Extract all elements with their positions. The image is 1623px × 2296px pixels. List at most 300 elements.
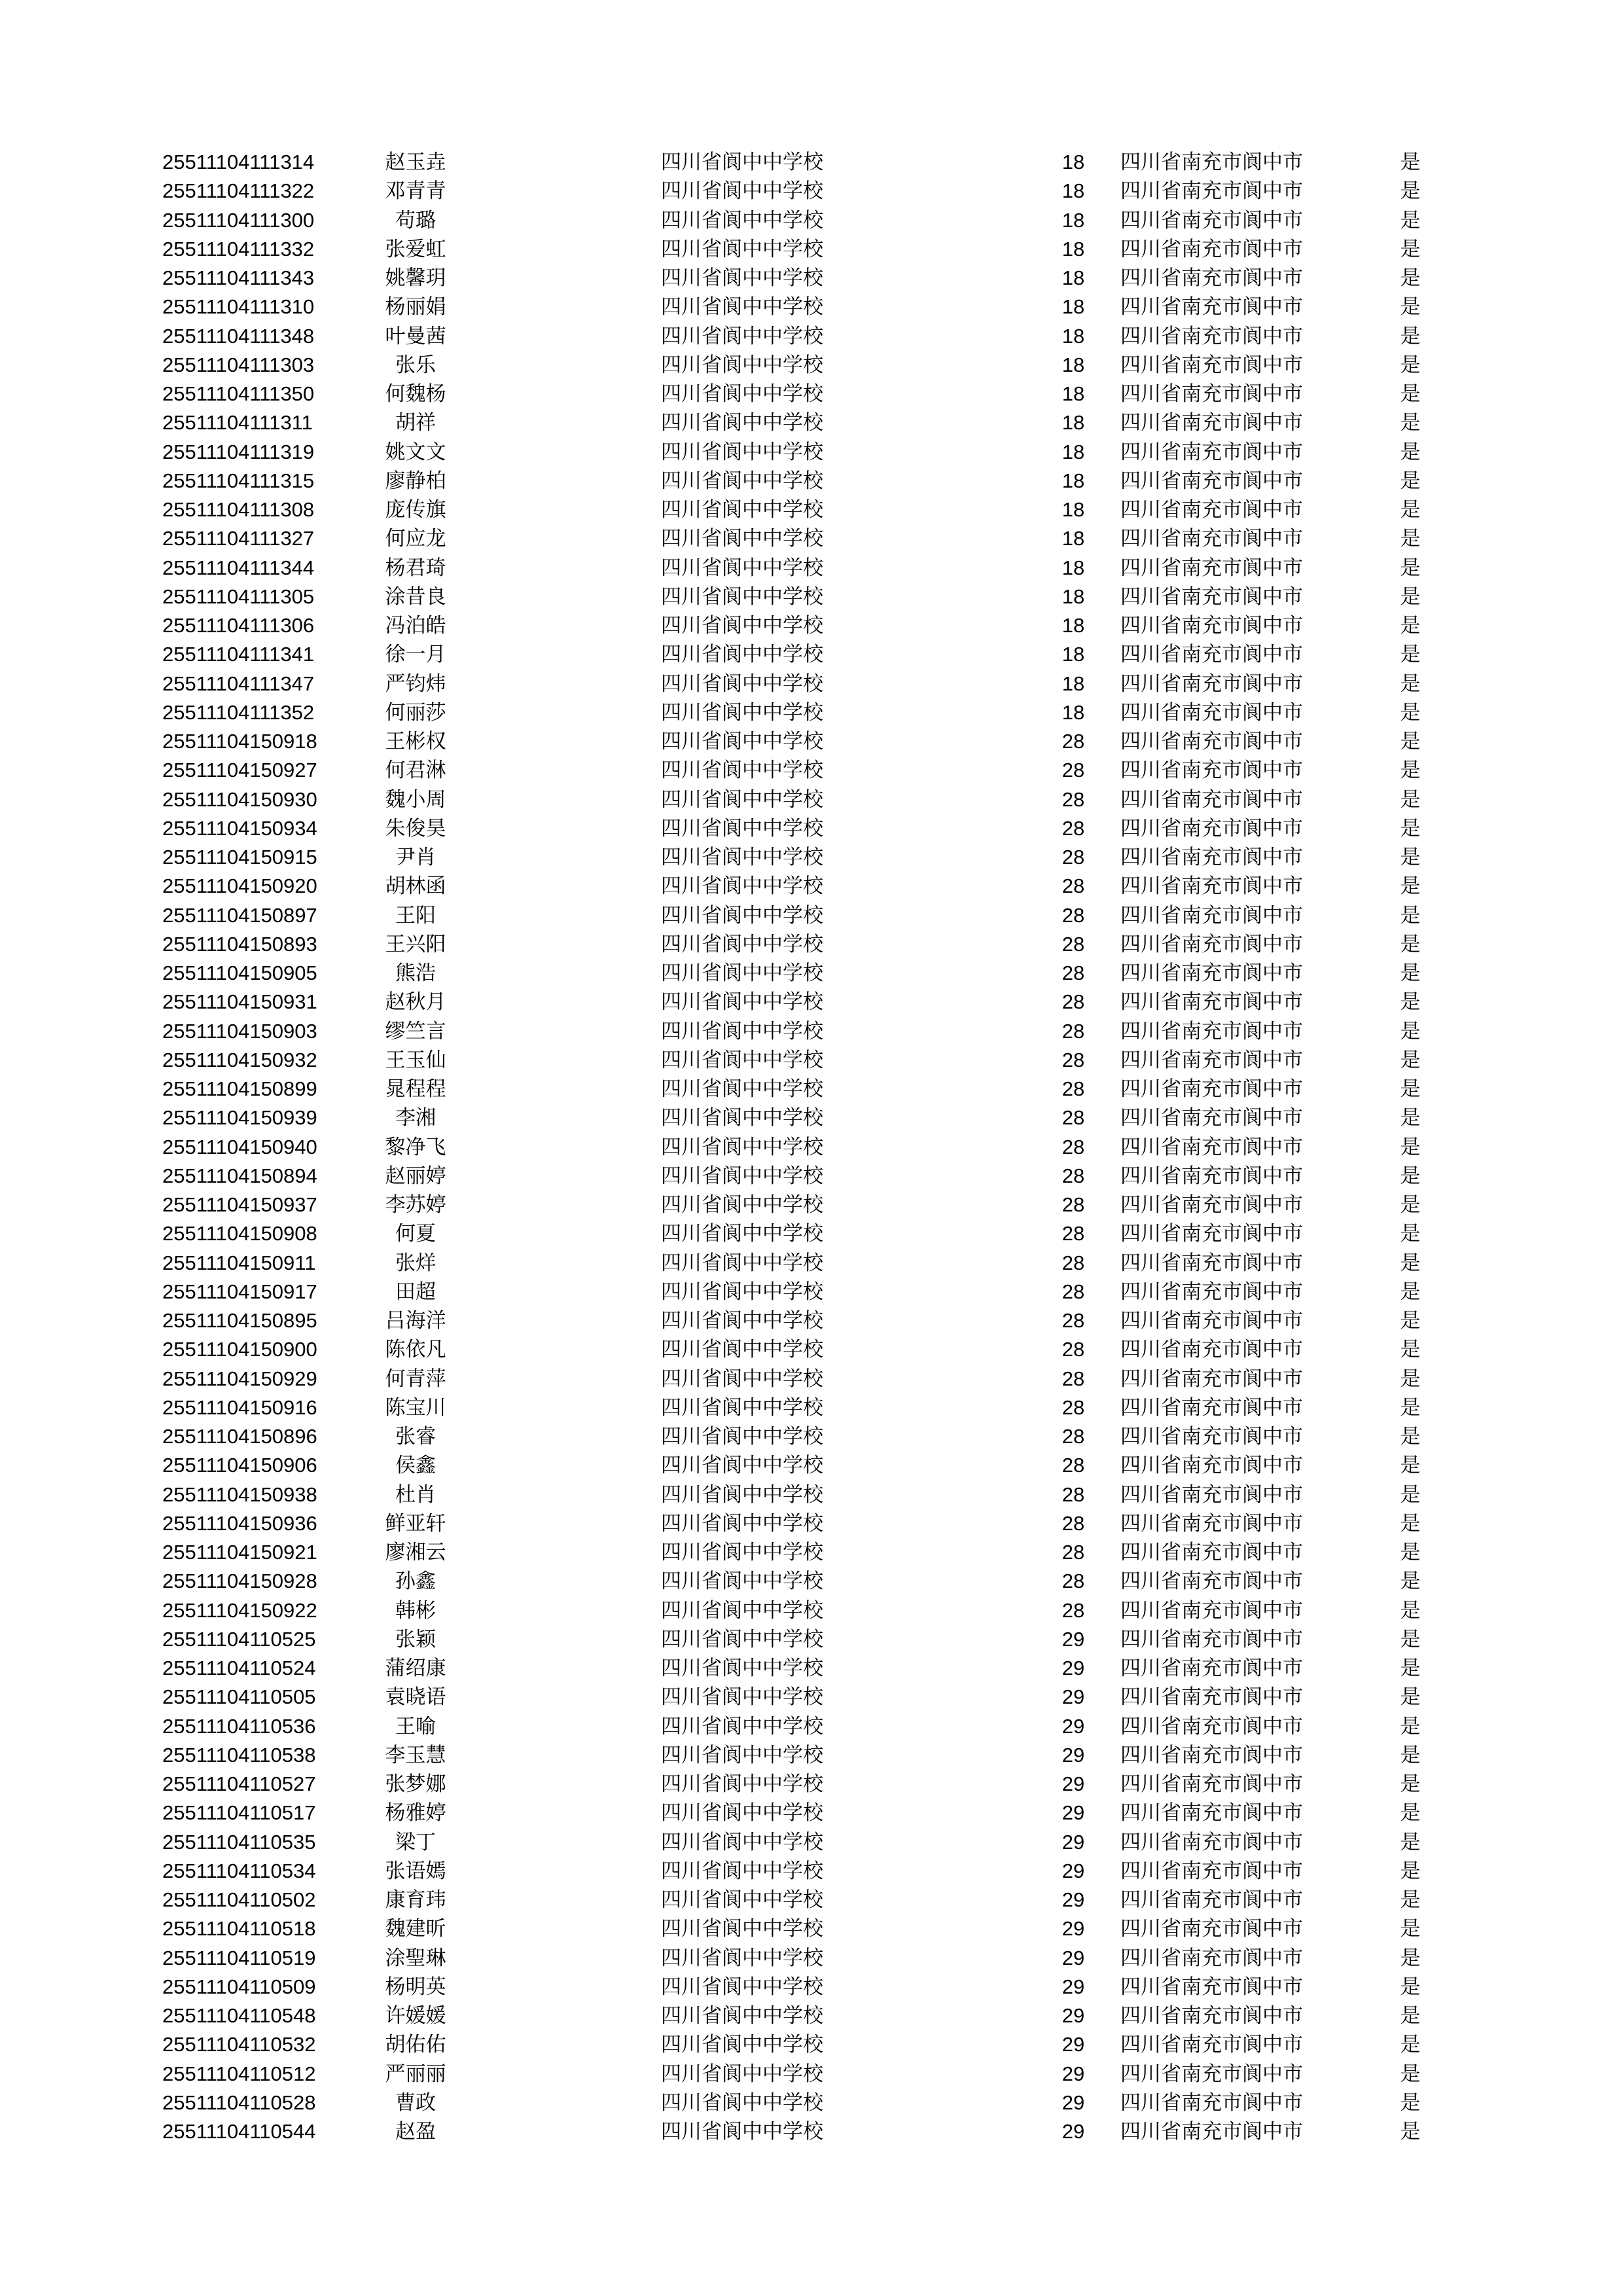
school-name: 四川省阆中中学校 [661, 1715, 823, 1738]
category-code: 28 [1061, 1280, 1085, 1303]
eligibility-flag: 是 [1400, 1975, 1421, 1999]
category-code: 29 [1061, 1888, 1085, 1911]
candidate-id: 25511104150917 [162, 1280, 317, 1303]
category-code: 18 [1061, 151, 1085, 173]
candidate-id: 25511104150938 [162, 1483, 317, 1506]
table-row [0, 1973, 1623, 2001]
category-code: 18 [1061, 643, 1085, 666]
table-row [0, 785, 1623, 814]
region-name: 四川省南充市阆中市 [1120, 1917, 1303, 1941]
category-code: 29 [1061, 1917, 1085, 1940]
candidate-id: 25511104150929 [162, 1367, 317, 1390]
table-row [0, 206, 1623, 235]
table-row [0, 351, 1623, 380]
eligibility-flag: 是 [1400, 2004, 1421, 2028]
school-name: 四川省阆中中学校 [661, 1801, 823, 1825]
school-name: 四川省阆中中学校 [661, 933, 823, 956]
student-name: 杜肖 [395, 1483, 436, 1507]
candidate-id: 25511104111315 [162, 469, 315, 492]
category-code: 18 [1061, 295, 1085, 318]
table-row [0, 930, 1623, 959]
student-name: 何君淋 [385, 759, 446, 782]
eligibility-flag: 是 [1400, 556, 1421, 580]
table-row [0, 1422, 1623, 1451]
region-name: 四川省南充市阆中市 [1120, 874, 1303, 898]
category-code: 28 [1061, 1512, 1085, 1535]
school-name: 四川省阆中中学校 [661, 556, 823, 580]
category-code: 28 [1061, 759, 1085, 781]
school-name: 四川省阆中中学校 [661, 382, 823, 406]
student-name: 朱俊昊 [385, 817, 446, 840]
eligibility-flag: 是 [1400, 1193, 1421, 1217]
eligibility-flag: 是 [1400, 498, 1421, 522]
category-code: 29 [1061, 2091, 1085, 2114]
candidate-id: 25511104111343 [162, 266, 315, 289]
table-row [0, 1625, 1623, 1654]
student-name: 庞传旗 [385, 498, 446, 522]
eligibility-flag: 是 [1400, 1077, 1421, 1101]
table-row [0, 554, 1623, 583]
region-name: 四川省南充市阆中市 [1120, 904, 1303, 927]
candidate-id: 25511104150916 [162, 1396, 317, 1419]
table-row [0, 148, 1623, 177]
category-code: 18 [1061, 266, 1085, 289]
eligibility-flag: 是 [1400, 874, 1421, 898]
table-row [0, 988, 1623, 1016]
category-code: 29 [1061, 1628, 1085, 1651]
school-name: 四川省阆中中学校 [661, 1570, 823, 1593]
eligibility-flag: 是 [1400, 266, 1421, 290]
student-name: 熊浩 [395, 961, 436, 985]
region-name: 四川省南充市阆中市 [1120, 1599, 1303, 1623]
student-name: 侯鑫 [395, 1454, 436, 1477]
school-name: 四川省阆中中学校 [661, 788, 823, 812]
region-name: 四川省南充市阆中市 [1120, 730, 1303, 753]
eligibility-flag: 是 [1400, 1657, 1421, 1680]
category-code: 29 [1061, 1772, 1085, 1795]
category-code: 18 [1061, 382, 1085, 405]
candidate-id: 25511104110524 [162, 1657, 316, 1679]
region-name: 四川省南充市阆中市 [1120, 701, 1303, 725]
student-name: 廖湘云 [385, 1541, 446, 1564]
eligibility-flag: 是 [1400, 2091, 1421, 2115]
category-code: 28 [1061, 1193, 1085, 1216]
student-name: 张颖 [395, 1628, 436, 1651]
region-name: 四川省南充市阆中市 [1120, 1715, 1303, 1738]
eligibility-flag: 是 [1400, 1744, 1421, 1767]
table-row [0, 1712, 1623, 1741]
candidate-id: 25511104150908 [162, 1222, 317, 1245]
candidate-id: 25511104110502 [162, 1888, 316, 1911]
region-name: 四川省南充市阆中市 [1120, 1396, 1303, 1420]
student-name: 李湘 [395, 1106, 436, 1130]
category-code: 18 [1061, 353, 1085, 376]
region-name: 四川省南充市阆中市 [1120, 846, 1303, 869]
table-row [0, 264, 1623, 293]
region-name: 四川省南充市阆中市 [1120, 1946, 1303, 1970]
candidate-id: 25511104150899 [162, 1077, 317, 1100]
candidate-id: 25511104110505 [162, 1685, 316, 1708]
eligibility-flag: 是 [1400, 1136, 1421, 1159]
candidate-id: 25511104110544 [162, 2120, 316, 2143]
region-name: 四川省南充市阆中市 [1120, 1049, 1303, 1072]
student-name: 梁丁 [395, 1831, 436, 1854]
region-name: 四川省南充市阆中市 [1120, 1280, 1303, 1304]
student-name: 赵盈 [395, 2120, 436, 2144]
student-name: 陈宝川 [385, 1396, 446, 1420]
school-name: 四川省阆中中学校 [661, 1685, 823, 1709]
candidate-id: 25511104110536 [162, 1715, 316, 1738]
eligibility-flag: 是 [1400, 151, 1421, 174]
eligibility-flag: 是 [1400, 1106, 1421, 1130]
school-name: 四川省阆中中学校 [661, 701, 823, 725]
candidate-id: 25511104111344 [162, 556, 315, 579]
category-code: 29 [1061, 2033, 1085, 2056]
eligibility-flag: 是 [1400, 1570, 1421, 1593]
school-name: 四川省阆中中学校 [661, 961, 823, 985]
candidate-id: 25511104150895 [162, 1309, 317, 1332]
region-name: 四川省南充市阆中市 [1120, 1136, 1303, 1159]
eligibility-flag: 是 [1400, 961, 1421, 985]
region-name: 四川省南充市阆中市 [1120, 2120, 1303, 2144]
student-name: 蒲绍康 [385, 1657, 446, 1680]
region-name: 四川省南充市阆中市 [1120, 440, 1303, 464]
student-name: 廖静柏 [385, 469, 446, 493]
eligibility-flag: 是 [1400, 1859, 1421, 1883]
category-code: 28 [1061, 1251, 1085, 1274]
candidate-id: 25511104110532 [162, 2033, 316, 2056]
table-row [0, 901, 1623, 930]
candidate-id: 25511104110527 [162, 1772, 316, 1795]
eligibility-flag: 是 [1400, 2120, 1421, 2144]
candidate-id: 25511104150928 [162, 1570, 317, 1592]
region-name: 四川省南充市阆中市 [1120, 1888, 1303, 1912]
region-name: 四川省南充市阆中市 [1120, 1512, 1303, 1535]
school-name: 四川省阆中中学校 [661, 2120, 823, 2144]
table-row [0, 380, 1623, 408]
student-name: 姚文文 [385, 440, 446, 464]
eligibility-flag: 是 [1400, 1454, 1421, 1477]
candidate-id: 25511104111319 [162, 440, 315, 463]
school-name: 四川省阆中中学校 [661, 1772, 823, 1796]
region-name: 四川省南充市阆中市 [1120, 1975, 1303, 1999]
table-row [0, 408, 1623, 437]
category-code: 29 [1061, 1685, 1085, 1708]
school-name: 四川省阆中中学校 [661, 585, 823, 609]
eligibility-flag: 是 [1400, 701, 1421, 725]
student-name: 魏建昕 [385, 1917, 446, 1941]
table-row [0, 1509, 1623, 1538]
student-name: 王玉仙 [385, 1049, 446, 1072]
category-code: 28 [1061, 730, 1085, 753]
candidate-id: 25511104111322 [162, 179, 315, 202]
candidate-id: 25511104111314 [162, 151, 315, 173]
school-name: 四川省阆中中学校 [661, 1136, 823, 1159]
eligibility-flag: 是 [1400, 1831, 1421, 1854]
table-row [0, 1133, 1623, 1162]
school-name: 四川省阆中中学校 [661, 904, 823, 927]
candidate-id: 25511104150930 [162, 788, 317, 811]
school-name: 四川省阆中中学校 [661, 1454, 823, 1477]
table-row [0, 235, 1623, 264]
table-row [0, 1075, 1623, 1103]
region-name: 四川省南充市阆中市 [1120, 179, 1303, 203]
eligibility-flag: 是 [1400, 353, 1421, 377]
candidate-id: 25511104111308 [162, 498, 315, 521]
category-code: 28 [1061, 1077, 1085, 1100]
eligibility-flag: 是 [1400, 1599, 1421, 1623]
school-name: 四川省阆中中学校 [661, 1946, 823, 1970]
student-name: 田超 [395, 1280, 436, 1304]
table-row [0, 756, 1623, 785]
eligibility-flag: 是 [1400, 614, 1421, 637]
student-name: 李苏婷 [385, 1193, 446, 1217]
school-name: 四川省阆中中学校 [661, 1193, 823, 1217]
category-code: 28 [1061, 874, 1085, 897]
category-code: 29 [1061, 1946, 1085, 1969]
student-name: 赵丽婷 [385, 1164, 446, 1188]
candidate-id: 25511104150931 [162, 990, 317, 1013]
table-row [0, 727, 1623, 756]
table-row [0, 1799, 1623, 1827]
eligibility-flag: 是 [1400, 238, 1421, 261]
table-row [0, 1596, 1623, 1625]
category-code: 18 [1061, 701, 1085, 724]
category-code: 28 [1061, 817, 1085, 840]
category-code: 28 [1061, 904, 1085, 927]
category-code: 29 [1061, 2004, 1085, 2027]
student-name: 王阳 [395, 904, 436, 927]
eligibility-flag: 是 [1400, 1483, 1421, 1507]
eligibility-flag: 是 [1400, 1338, 1421, 1361]
school-name: 四川省阆中中学校 [661, 874, 823, 898]
category-code: 28 [1061, 990, 1085, 1013]
student-name: 康育玮 [385, 1888, 446, 1912]
student-name: 杨君琦 [385, 556, 446, 580]
region-name: 四川省南充市阆中市 [1120, 585, 1303, 609]
region-name: 四川省南充市阆中市 [1120, 2033, 1303, 2056]
student-name: 胡林函 [385, 874, 446, 898]
table-row [0, 1335, 1623, 1364]
region-name: 四川省南充市阆中市 [1120, 382, 1303, 406]
eligibility-flag: 是 [1400, 585, 1421, 609]
region-name: 四川省南充市阆中市 [1120, 238, 1303, 261]
school-name: 四川省阆中中学校 [661, 1888, 823, 1912]
table-row [0, 1770, 1623, 1799]
candidate-id: 25511104110548 [162, 2004, 316, 2027]
student-name: 胡祥 [395, 411, 436, 435]
eligibility-flag: 是 [1400, 1715, 1421, 1738]
school-name: 四川省阆中中学校 [661, 151, 823, 174]
eligibility-flag: 是 [1400, 382, 1421, 406]
category-code: 18 [1061, 238, 1085, 260]
school-name: 四川省阆中中学校 [661, 266, 823, 290]
school-name: 四川省阆中中学校 [661, 1309, 823, 1333]
table-row [0, 1219, 1623, 1248]
student-name: 袁晓语 [385, 1685, 446, 1709]
student-name: 王兴阳 [385, 933, 446, 956]
eligibility-flag: 是 [1400, 1049, 1421, 1072]
student-name: 魏小周 [385, 788, 446, 812]
candidate-id: 25511104110535 [162, 1831, 316, 1854]
table-row [0, 959, 1623, 988]
student-name: 张烊 [395, 1251, 436, 1275]
candidate-id: 25511104150922 [162, 1599, 317, 1622]
student-name: 张语嫣 [385, 1859, 446, 1883]
student-name: 涂昔良 [385, 585, 446, 609]
student-name: 吕海洋 [385, 1309, 446, 1333]
region-name: 四川省南充市阆中市 [1120, 498, 1303, 522]
region-name: 四川省南充市阆中市 [1120, 672, 1303, 696]
region-name: 四川省南充市阆中市 [1120, 1193, 1303, 1217]
school-name: 四川省阆中中学校 [661, 2091, 823, 2115]
category-code: 28 [1061, 1338, 1085, 1361]
table-row [0, 1306, 1623, 1335]
student-name: 杨丽娟 [385, 295, 446, 319]
table-row [0, 1857, 1623, 1886]
student-name: 叶曼茜 [385, 325, 446, 348]
school-name: 四川省阆中中学校 [661, 1628, 823, 1651]
category-code: 28 [1061, 1309, 1085, 1332]
school-name: 四川省阆中中学校 [661, 1425, 823, 1448]
table-row [0, 293, 1623, 321]
eligibility-flag: 是 [1400, 788, 1421, 812]
category-code: 28 [1061, 1570, 1085, 1592]
candidate-id: 25511104110528 [162, 2091, 316, 2114]
student-name: 缪竺言 [385, 1020, 446, 1043]
table-row [0, 1914, 1623, 1943]
region-name: 四川省南充市阆中市 [1120, 933, 1303, 956]
category-code: 29 [1061, 1715, 1085, 1738]
category-code: 18 [1061, 469, 1085, 492]
eligibility-flag: 是 [1400, 179, 1421, 203]
school-name: 四川省阆中中学校 [661, 295, 823, 319]
candidate-id: 25511104150915 [162, 846, 317, 869]
category-code: 28 [1061, 1020, 1085, 1043]
region-name: 四川省南充市阆中市 [1120, 1454, 1303, 1477]
eligibility-flag: 是 [1400, 1541, 1421, 1564]
eligibility-flag: 是 [1400, 1280, 1421, 1304]
eligibility-flag: 是 [1400, 1628, 1421, 1651]
candidate-id: 25511104110538 [162, 1744, 316, 1767]
table-row [0, 438, 1623, 467]
category-code: 29 [1061, 1859, 1085, 1882]
candidate-id: 25511104110519 [162, 1946, 316, 1969]
category-code: 29 [1061, 1831, 1085, 1854]
table-row [0, 1828, 1623, 1857]
table-row [0, 2001, 1623, 2030]
table-row [0, 1162, 1623, 1191]
student-name: 王喻 [395, 1715, 436, 1738]
region-name: 四川省南充市阆中市 [1120, 2004, 1303, 2028]
candidate-id: 25511104111305 [162, 585, 315, 608]
candidate-id: 25511104150918 [162, 730, 317, 753]
school-name: 四川省阆中中学校 [661, 1599, 823, 1623]
student-name: 许媛媛 [385, 2004, 446, 2028]
student-name: 邓青青 [385, 179, 446, 203]
category-code: 28 [1061, 1049, 1085, 1071]
school-name: 四川省阆中中学校 [661, 759, 823, 782]
table-row [0, 1741, 1623, 1770]
student-name: 苟璐 [395, 209, 436, 232]
candidate-id: 25511104110534 [162, 1859, 316, 1882]
category-code: 28 [1061, 961, 1085, 984]
category-code: 28 [1061, 1164, 1085, 1187]
category-code: 28 [1061, 1106, 1085, 1129]
student-name: 张爱虹 [385, 238, 446, 261]
table-row [0, 177, 1623, 206]
candidate-id: 25511104150905 [162, 961, 317, 984]
student-name: 李玉慧 [385, 1744, 446, 1767]
region-name: 四川省南充市阆中市 [1120, 961, 1303, 985]
category-code: 29 [1061, 1744, 1085, 1767]
table-row [0, 1393, 1623, 1422]
school-name: 四川省阆中中学校 [661, 1859, 823, 1883]
region-name: 四川省南充市阆中市 [1120, 1772, 1303, 1796]
region-name: 四川省南充市阆中市 [1120, 1859, 1303, 1883]
student-name: 张乐 [395, 353, 436, 377]
school-name: 四川省阆中中学校 [661, 846, 823, 869]
candidate-id: 25511104110517 [162, 1801, 316, 1824]
region-name: 四川省南充市阆中市 [1120, 1222, 1303, 1246]
candidate-id: 25511104150900 [162, 1338, 317, 1361]
table-row [0, 611, 1623, 640]
region-name: 四川省南充市阆中市 [1120, 1570, 1303, 1593]
student-name: 赵玉垚 [385, 151, 446, 174]
school-name: 四川省阆中中学校 [661, 411, 823, 435]
table-row [0, 2030, 1623, 2059]
school-name: 四川省阆中中学校 [661, 1831, 823, 1854]
school-name: 四川省阆中中学校 [661, 1367, 823, 1391]
student-name: 韩彬 [395, 1599, 436, 1623]
student-name: 姚馨玥 [385, 266, 446, 290]
region-name: 四川省南充市阆中市 [1120, 1077, 1303, 1101]
eligibility-flag: 是 [1400, 817, 1421, 840]
student-name: 何青萍 [385, 1367, 446, 1391]
school-name: 四川省阆中中学校 [661, 1917, 823, 1941]
eligibility-flag: 是 [1400, 1164, 1421, 1188]
region-name: 四川省南充市阆中市 [1120, 759, 1303, 782]
school-name: 四川省阆中中学校 [661, 1541, 823, 1564]
eligibility-flag: 是 [1400, 1396, 1421, 1420]
candidate-id: 25511104111327 [162, 527, 315, 550]
category-code: 29 [1061, 2120, 1085, 2143]
region-name: 四川省南充市阆中市 [1120, 788, 1303, 812]
school-name: 四川省阆中中学校 [661, 2062, 823, 2086]
category-code: 18 [1061, 672, 1085, 695]
region-name: 四川省南充市阆中市 [1120, 1106, 1303, 1130]
candidate-id: 25511104150897 [162, 904, 317, 927]
table-row [0, 1017, 1623, 1046]
school-name: 四川省阆中中学校 [661, 672, 823, 696]
school-name: 四川省阆中中学校 [661, 2033, 823, 2056]
category-code: 29 [1061, 1801, 1085, 1824]
school-name: 四川省阆中中学校 [661, 990, 823, 1014]
region-name: 四川省南充市阆中市 [1120, 1338, 1303, 1361]
category-code: 29 [1061, 1975, 1085, 1998]
table-row [0, 524, 1623, 553]
table-row [0, 2060, 1623, 2089]
school-name: 四川省阆中中学校 [661, 469, 823, 493]
category-code: 28 [1061, 788, 1085, 811]
school-name: 四川省阆中中学校 [661, 1106, 823, 1130]
school-name: 四川省阆中中学校 [661, 1512, 823, 1535]
category-code: 28 [1061, 1599, 1085, 1622]
table-row [0, 843, 1623, 872]
region-name: 四川省南充市阆中市 [1120, 353, 1303, 377]
region-name: 四川省南充市阆中市 [1120, 1367, 1303, 1391]
eligibility-flag: 是 [1400, 2033, 1421, 2056]
